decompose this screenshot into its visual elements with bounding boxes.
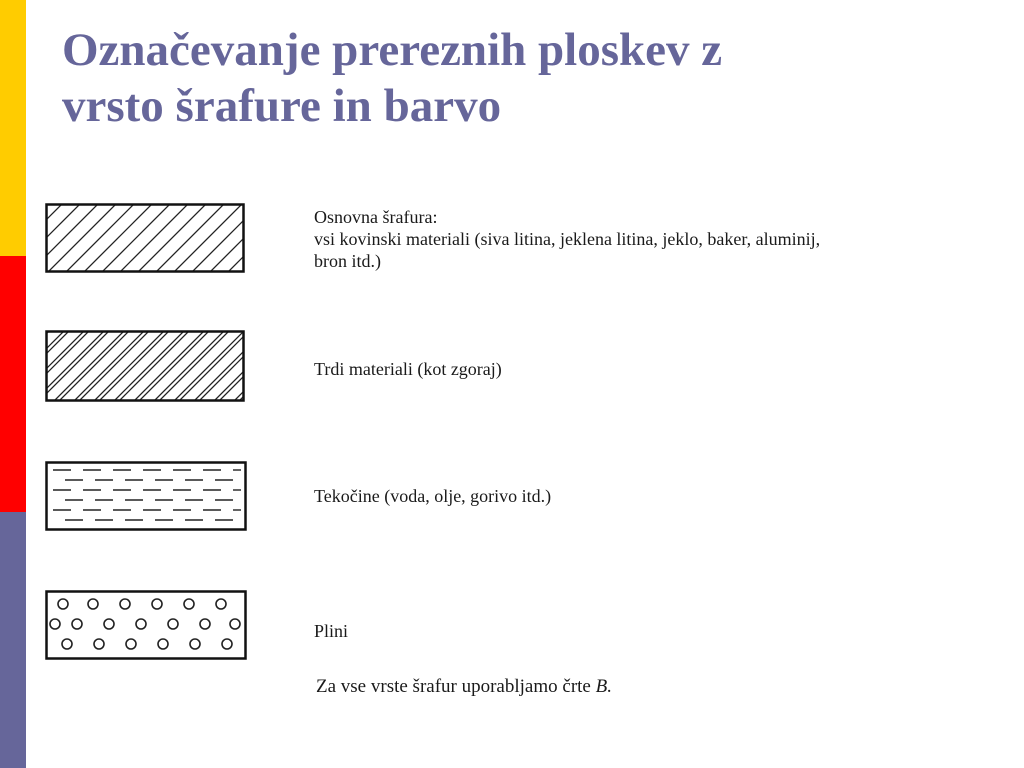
- accent-bar-blue: [0, 512, 26, 768]
- desc-metals-line-1: Osnovna šrafura:: [314, 207, 438, 227]
- desc-hard-line-1: Trdi materiali (kot zgoraj): [314, 359, 502, 379]
- accent-bar-red: [0, 256, 26, 512]
- hatch-swatch-gases: [45, 590, 245, 660]
- footnote-text: Za vse vrste šrafur uporabljamo črte: [316, 676, 596, 697]
- title-line-2: vrsto šrafure in barvo: [62, 80, 502, 132]
- footnote: [316, 676, 612, 698]
- desc-gases-line-1: Plini: [314, 621, 349, 641]
- hatch-swatch-hard: [45, 330, 245, 402]
- desc-metals-line-3: bron itd.): [314, 251, 381, 271]
- title-line-1: Označevanje prereznih ploskev z: [62, 24, 723, 76]
- hatch-swatch-metals: [45, 203, 245, 273]
- accent-bar-yellow: [0, 0, 26, 256]
- footnote-emphasis: B.: [595, 676, 612, 697]
- hatch-swatch-liquids: [45, 461, 245, 531]
- desc-metals: [314, 206, 820, 272]
- desc-liquids: [314, 485, 551, 507]
- desc-liquids-line-1: Tekočine (voda, olje, gorivo itd.): [314, 486, 552, 506]
- desc-metals-line-2: vsi kovinski materiali (siva litina, jeklena litina, jeklo, baker, aluminij,: [314, 229, 821, 249]
- desc-hard: [314, 358, 502, 380]
- desc-gases: [314, 620, 348, 642]
- slide-title: [62, 22, 962, 134]
